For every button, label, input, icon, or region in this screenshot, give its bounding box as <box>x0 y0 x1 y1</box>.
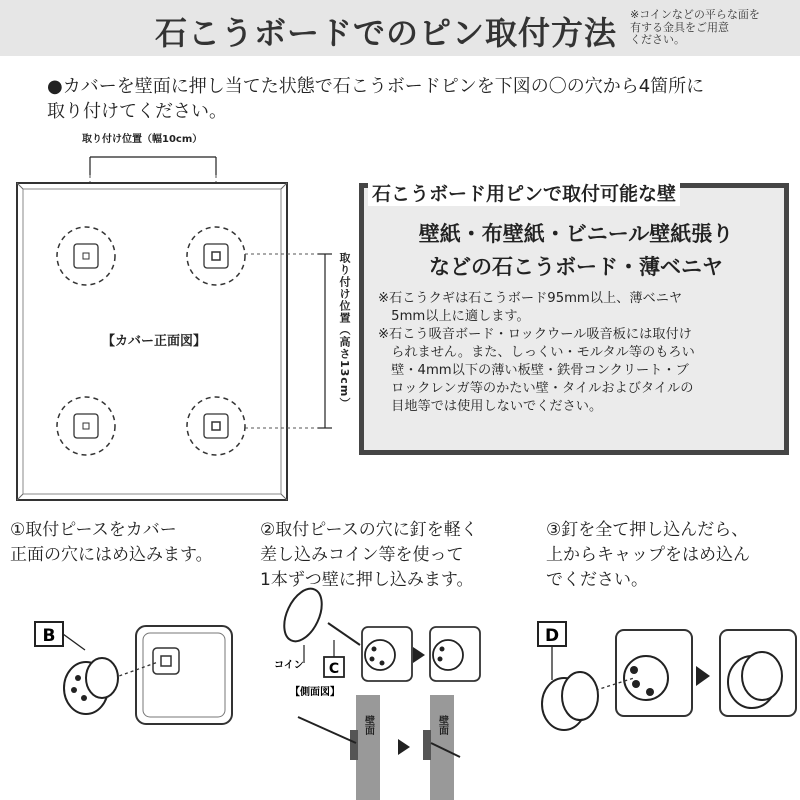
side-view-label: 【側面図】 <box>290 687 340 698</box>
step-2-text: ②取付ピースの穴に釘を軽く 差し込みコイン等を使って 1本ずつ壁に押し込みます。 <box>260 520 478 590</box>
wall-label: 壁面 <box>436 715 448 735</box>
part-c-label: C <box>328 661 340 677</box>
wall-label: 壁面 <box>362 715 374 735</box>
step-3-illustration <box>530 600 800 800</box>
width-dimension-label: 取り付け位置（幅10cm） <box>82 134 203 145</box>
cover-front-label: 【カバー正面図】 <box>102 334 207 349</box>
panel-main-text: 壁紙・布壁紙・ビニール壁紙張り などの石こうボード・薄ベニヤ <box>418 222 734 279</box>
intro-text: ●カバーを壁面に押し当てた状態で石こうボードピンを下図の〇の穴から4箇所に 取り付けてください。 <box>47 76 705 122</box>
panel-notes: ※石こうクギは石こうボード95mm以上、薄ベニヤ 5mm以上に適します。 ※石こう吸音ボード・ロックウール吸音板には取付け られません。また、しっくい・モルタル等のもろい 壁・4mm以下の薄い板壁・鉄骨コンクリート・ブ ロックレンガ等のかたい壁・タイルおよびタイルの 目地等では使用しないでください。 <box>378 291 695 414</box>
coin-icon <box>277 585 330 647</box>
panel-heading: 石こうボード用ピンで取付可能な壁 <box>368 179 680 206</box>
header-note: ※コインなどの平らな面を 有する金具をご用意 ください。 <box>630 8 760 46</box>
cover-front-diagram <box>0 120 360 520</box>
height-dimension-label: 取り付け位置（高さ13cm） <box>338 252 351 410</box>
page-title: 石こうボードでのピン取付方法 <box>155 14 618 52</box>
part-d-label: D <box>544 626 560 646</box>
arrow-right-icon <box>696 666 710 686</box>
step-1-illustration <box>0 600 260 800</box>
step-1-text: ①取付ピースをカバー 正面の穴にはめ込みます。 <box>10 520 213 565</box>
step-2-illustration <box>250 585 490 800</box>
step-3-text: ③釘を全て押し込んだら、 上からキャップをはめ込ん でください。 <box>546 520 750 590</box>
coin-label: コイン <box>274 660 304 671</box>
part-b-label: B <box>42 626 56 646</box>
arrow-right-icon <box>398 739 410 755</box>
arrow-right-icon <box>413 647 425 663</box>
